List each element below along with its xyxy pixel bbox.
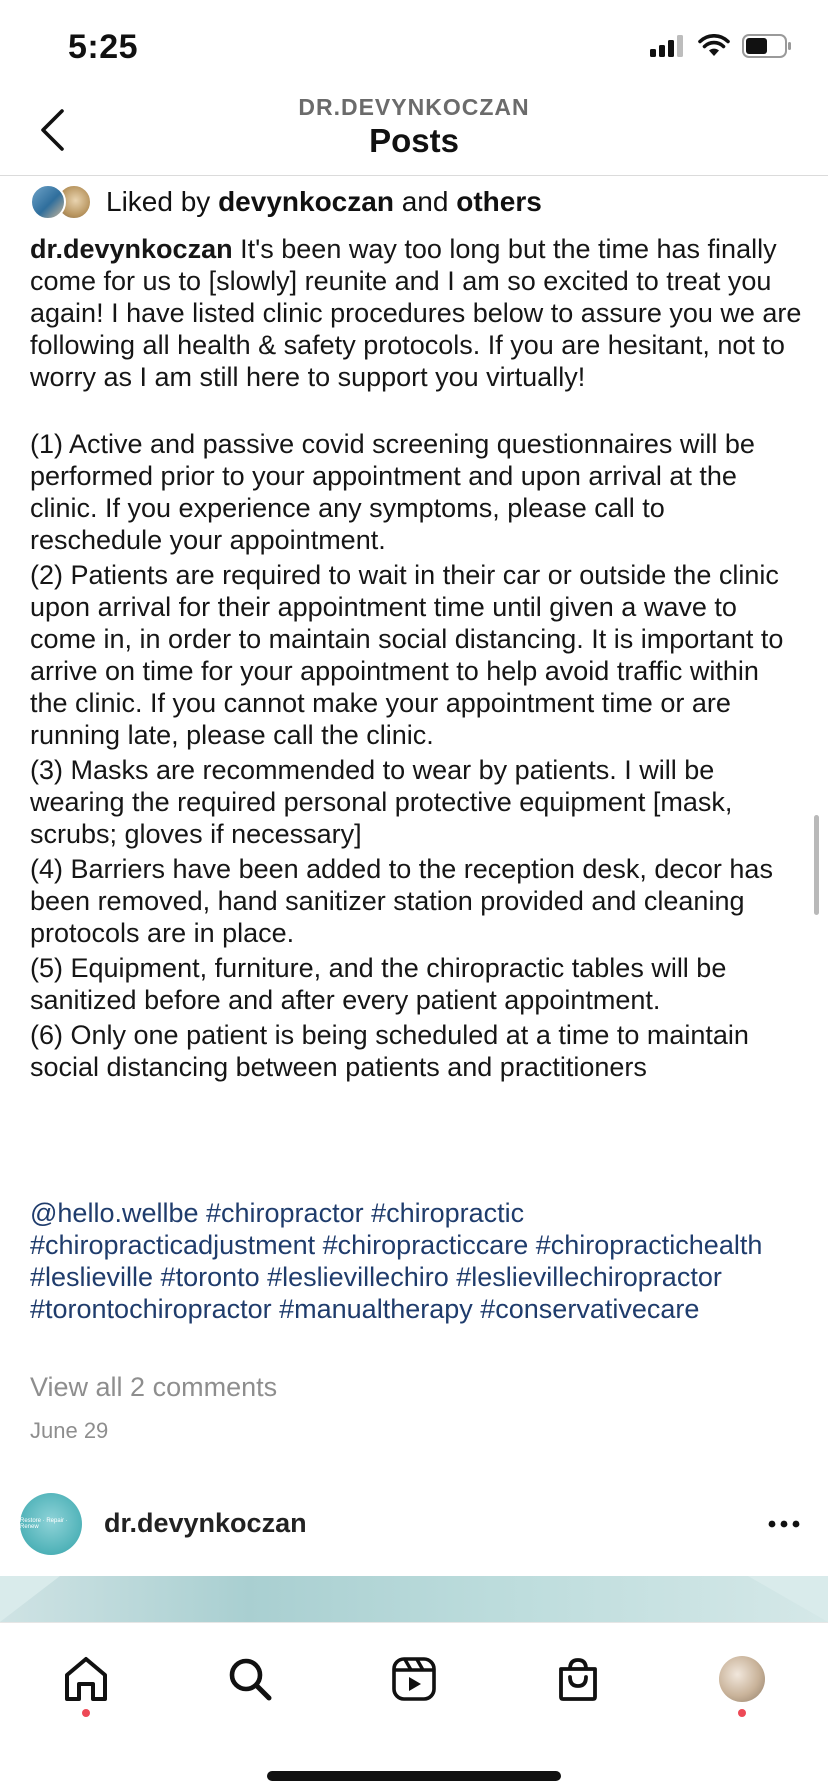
cellular-signal-icon xyxy=(650,35,686,57)
tab-profile[interactable] xyxy=(712,1649,772,1709)
navigation-header xyxy=(0,88,828,176)
caption-list-item: (2) Patients are required to wait in their car or outside the clinic upon arrival for their appointment time until given a wave to come in, in order to maintain social distancing. It is important to arrive on time for your appointment to help avoid traffic within the clinic. If you cannot make your appointment time or are running late, please call the clinic. xyxy=(30,560,784,750)
more-horizontal-icon xyxy=(768,1520,800,1528)
home-notification-dot xyxy=(82,1709,90,1717)
caption-list-item: (3) Masks are recommended to wear by patients. I will be wearing the required personal protective equipment [mask, scrubs; gloves if necessary] xyxy=(30,755,733,849)
liked-by-user[interactable]: devynkoczan xyxy=(218,186,394,217)
caption-username[interactable]: dr.devynkoczan xyxy=(30,234,233,264)
post-options-button[interactable] xyxy=(764,1504,804,1544)
profile-notification-dot xyxy=(738,1709,746,1717)
status-bar xyxy=(0,0,828,100)
status-time: 5:25 xyxy=(68,28,139,66)
liker-avatar xyxy=(30,184,66,220)
tab-reels[interactable] xyxy=(384,1649,444,1709)
wifi-icon xyxy=(698,34,730,58)
post-date: June 29 xyxy=(30,1418,109,1443)
liked-by-others[interactable]: others xyxy=(456,186,542,217)
home-icon xyxy=(62,1655,110,1703)
liked-by-row[interactable] xyxy=(30,180,542,224)
view-all-comments-link[interactable]: View all 2 comments xyxy=(30,1372,278,1402)
liked-by-and: and xyxy=(401,186,449,217)
battery-icon xyxy=(742,34,792,58)
shopping-bag-icon xyxy=(554,1655,602,1703)
caption-list-item: (6) Only one patient is being scheduled at a time to maintain social distancing between patients and practitioners xyxy=(30,1020,749,1082)
post-caption xyxy=(30,233,802,1083)
caption-list-item: (4) Barriers have been added to the reception desk, decor has been removed, hand sanitizer station provided and cleaning protocols are in place. xyxy=(30,854,773,948)
next-post-header xyxy=(0,1490,828,1556)
profile-avatar xyxy=(719,1656,765,1702)
post-author-username[interactable]: dr.devynkoczan xyxy=(104,1508,307,1538)
search-icon xyxy=(226,1655,274,1703)
caption-list-item: (1) Active and passive covid screening questionnaires will be performed prior to your appointment and upon arrival at the clinic. If you experience any symptoms, please call to reschedule your appointment. xyxy=(30,429,755,555)
status-icons xyxy=(650,34,792,58)
scrollbar[interactable] xyxy=(814,815,819,915)
bottom-tab-bar xyxy=(0,1622,828,1792)
header-account-name: DR.DEVYNKOCZAN xyxy=(298,94,530,120)
reels-icon xyxy=(390,1655,438,1703)
tab-shop[interactable] xyxy=(548,1649,608,1709)
post-author-avatar-text: Restore · Repair · Renew xyxy=(20,1518,68,1530)
page-title: Posts xyxy=(369,122,459,159)
tab-search[interactable] xyxy=(220,1649,280,1709)
post-author-avatar[interactable] xyxy=(20,1493,82,1555)
post-image[interactable] xyxy=(0,1576,828,1622)
caption-hashtags[interactable]: @hello.wellbe #chiropractor #chiropractic #chiropracticadjustment #chiropracticcare #chiropractichealth #leslieville #toronto #leslievillechiro #leslievillechiropractor #torontochiropractor #manualtherapy #conservativecare xyxy=(30,1198,763,1324)
caption-list-item: (5) Equipment, furniture, and the chiropractic tables will be sanitized before and after every patient appointment. xyxy=(30,953,727,1015)
liked-by-prefix: Liked by xyxy=(106,186,211,217)
tab-home[interactable] xyxy=(56,1649,116,1709)
caption-intro xyxy=(30,233,802,393)
home-indicator[interactable] xyxy=(267,1771,561,1781)
liked-by-avatars xyxy=(30,184,92,220)
caption-intro-text: It's been way too long but the time has finally come for us to [slowly] reunite and I am so excited to treat you again! I have listed clinic procedures below to assure you we are following all health & safety protocols. If you are hesitant, not to worry as I am still here to support you virtually! xyxy=(30,234,802,392)
